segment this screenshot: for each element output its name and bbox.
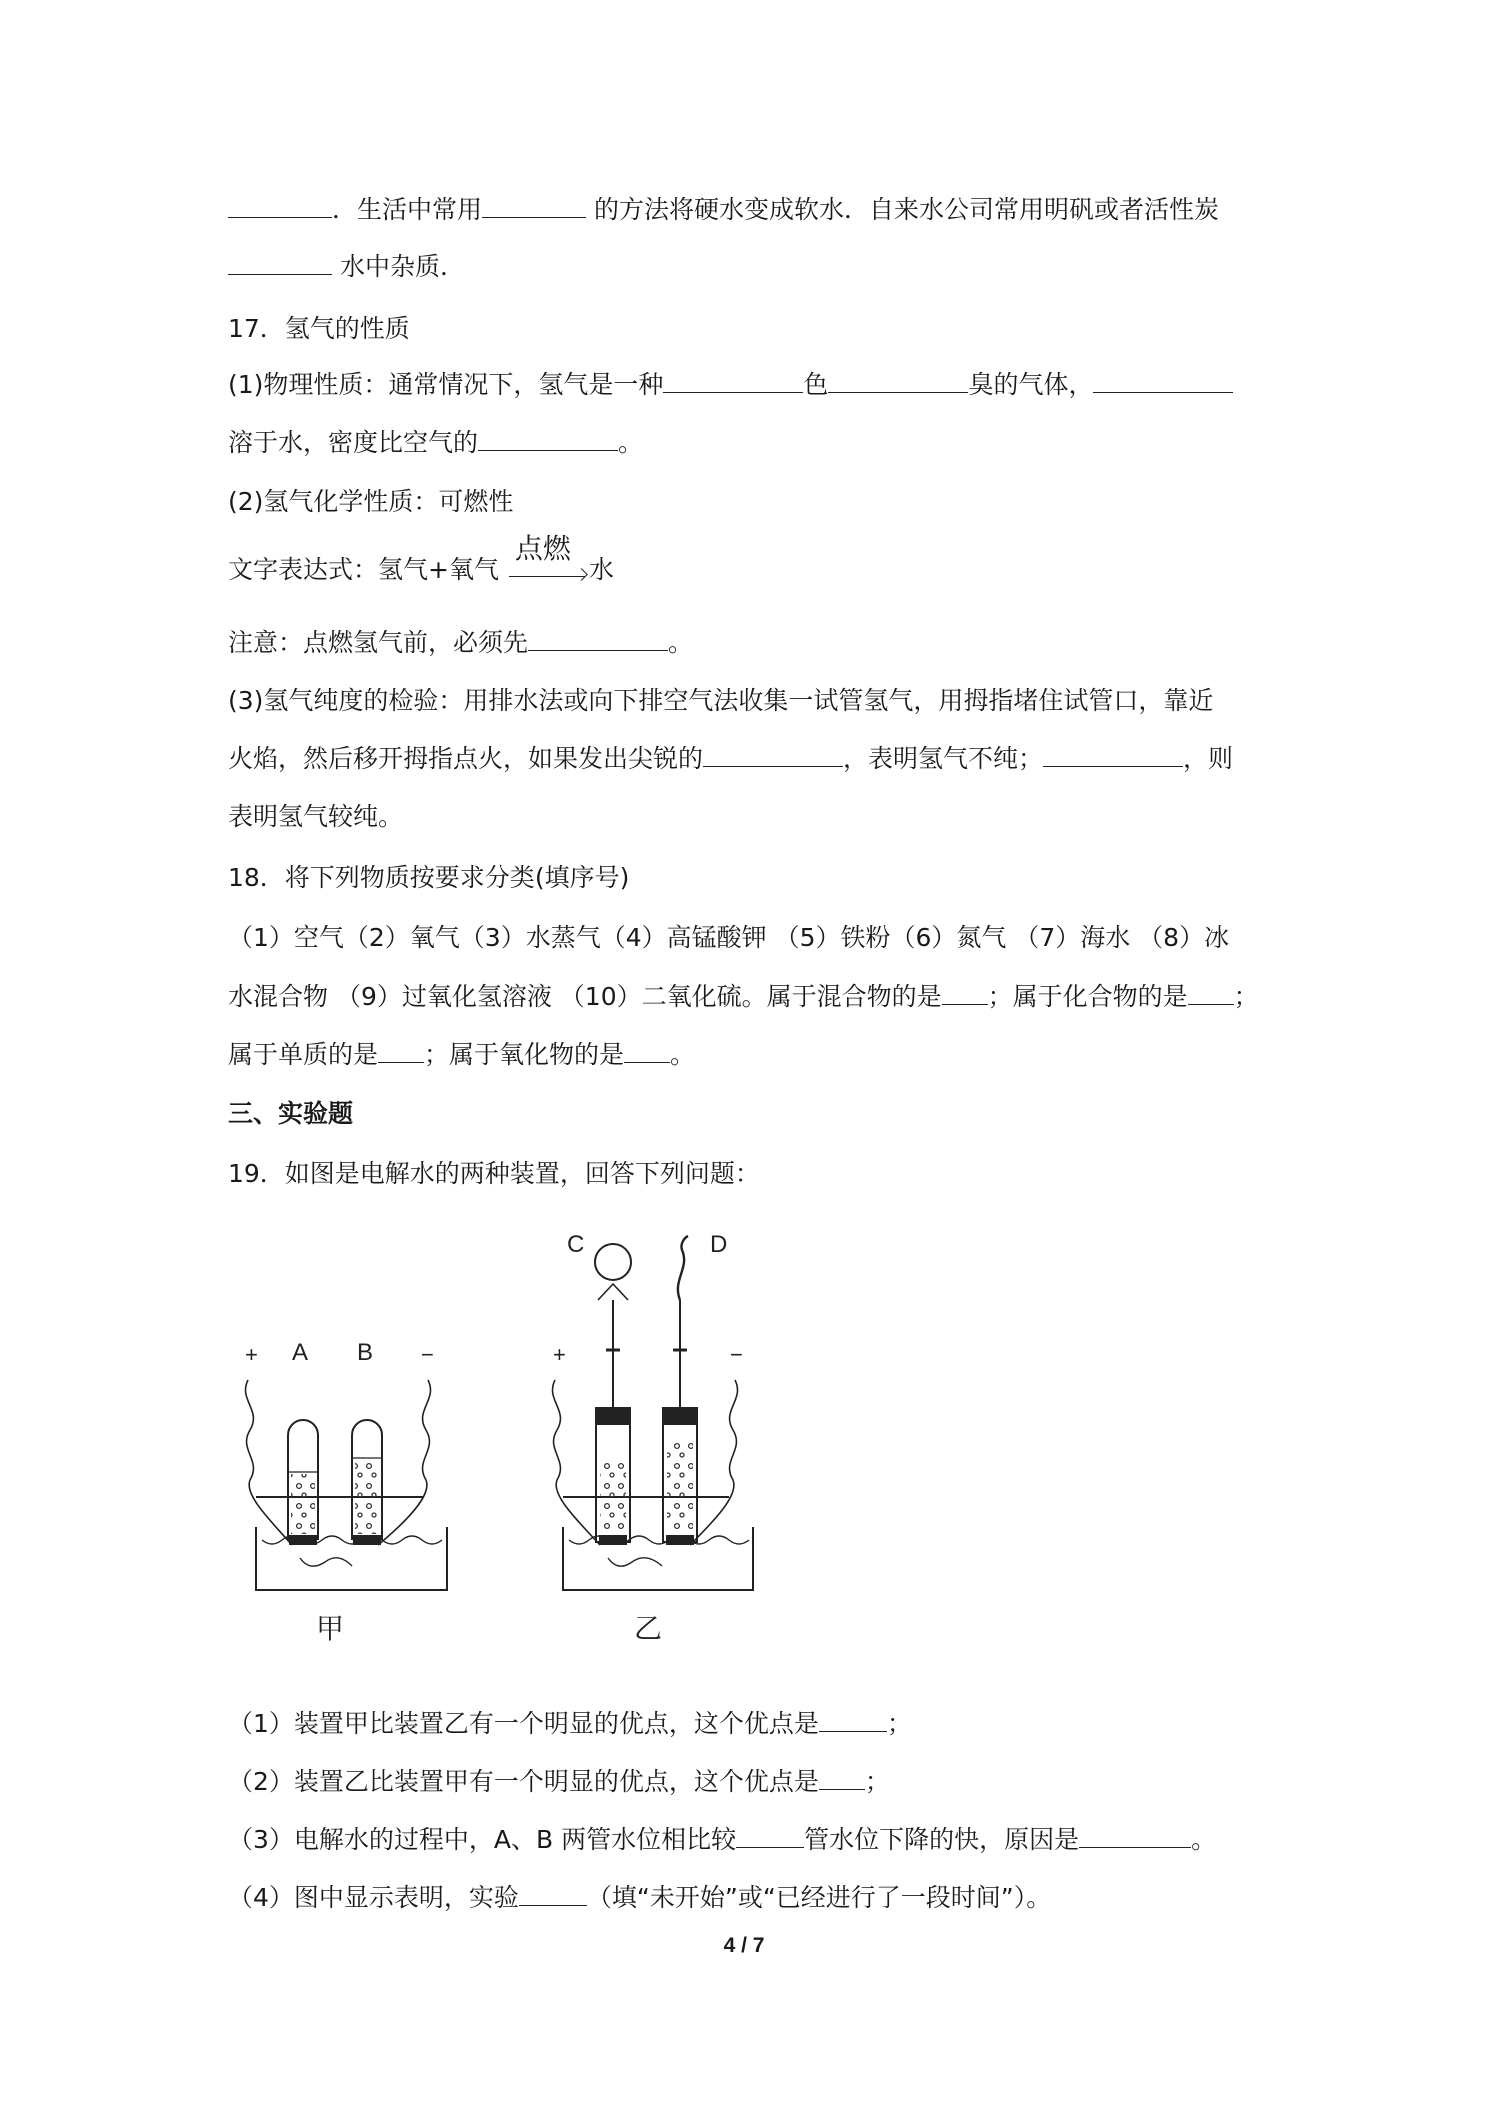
q19-sub-3: （3）电解水的过程中，A、B 两管水位相比较 管水位下降的快，原因是 。 [228, 1825, 1217, 1854]
q17-equation: 文字表达式：氢气+氧气 点燃 水 [228, 532, 614, 584]
jia-plus-label: + [245, 1342, 258, 1367]
blank[interactable] [736, 1823, 804, 1848]
tube-a-label: A [292, 1339, 309, 1366]
q19-sub-1: （1）装置甲比装置乙有一个明显的优点，这个优点是 ； [228, 1709, 912, 1738]
q17-p3-line-2: 火焰，然后移开拇指点火，如果发出尖锐的 ，表明氢气不纯； ，则 [228, 744, 1234, 773]
q17-p3-line-3: 表明氢气较纯。 [228, 802, 404, 831]
q19-sub-4: （4）图中显示表明，实验 （填“未开始”或“已经进行了一段时间”）。 [228, 1883, 1052, 1912]
apparatus-jia [245, 1339, 447, 1644]
q17-p1-line-1: (1)物理性质：通常情况下，氢气是一种 色 臭的气体， [228, 368, 1233, 402]
q18-line-3: 属于单质的是 ；属于氧化物的是 。 [228, 1040, 696, 1069]
caption-jia: 甲 [316, 1613, 345, 1644]
caption-yi: 乙 [634, 1613, 663, 1644]
q17-p2: (2)氢气化学性质：可燃性 [228, 487, 514, 516]
blank[interactable] [519, 1881, 587, 1906]
q19-sub-2: （2）装置乙比装置甲有一个明显的优点，这个优点是 ； [228, 1767, 890, 1796]
text: 水中杂质． [340, 252, 466, 281]
q18-title: 18．将下列物质按要求分类(填序号) [228, 863, 630, 892]
yi-plus-label: + [553, 1342, 566, 1367]
blank[interactable] [1079, 1823, 1191, 1848]
section-title: 三、实验题 [228, 1099, 354, 1128]
blank[interactable] [819, 1765, 865, 1790]
q17-title: 17．氢气的性质 [228, 314, 410, 343]
blank[interactable] [819, 1707, 887, 1732]
q18-line-2: 水混合物 （9）过氧化氢溶液 （10）二氧化硫。属于混合物的是 ；属于化合物的是 ； [228, 982, 1259, 1011]
yi-minus-label: − [730, 1342, 743, 1367]
q17-p1-line-2: 溶于水，密度比空气的 。 [228, 428, 644, 457]
reaction-condition: 点燃 [514, 532, 571, 565]
q19-title: 19．如图是电解水的两种装置，回答下列问题： [228, 1159, 760, 1188]
q17-note: 注意：点燃氢气前，必须先 。 [228, 628, 694, 657]
jia-minus-label: − [421, 1342, 434, 1367]
label-c: C [567, 1231, 585, 1258]
text: ．生活中常用 [332, 195, 483, 224]
tube-b-label: B [357, 1339, 374, 1366]
text: 的方法将硬水变成软水．自来水公司常用明矾或者活性炭 [594, 195, 1220, 224]
apparatus-yi [552, 1231, 753, 1644]
label-d: D [710, 1231, 728, 1258]
page-number: 4 / 7 [723, 1934, 765, 1957]
q17-p3-line-1: (3)氢气纯度的检验：用排水法或向下排空气法收集一试管氢气，用拇指堵住试管口，靠近 [228, 686, 1214, 715]
q18-line-1: （1）空气（2）氧气（3）水蒸气（4）高锰酸钾 （5）铁粉（6）氮气 （7）海水 （8）冰 [228, 923, 1230, 952]
